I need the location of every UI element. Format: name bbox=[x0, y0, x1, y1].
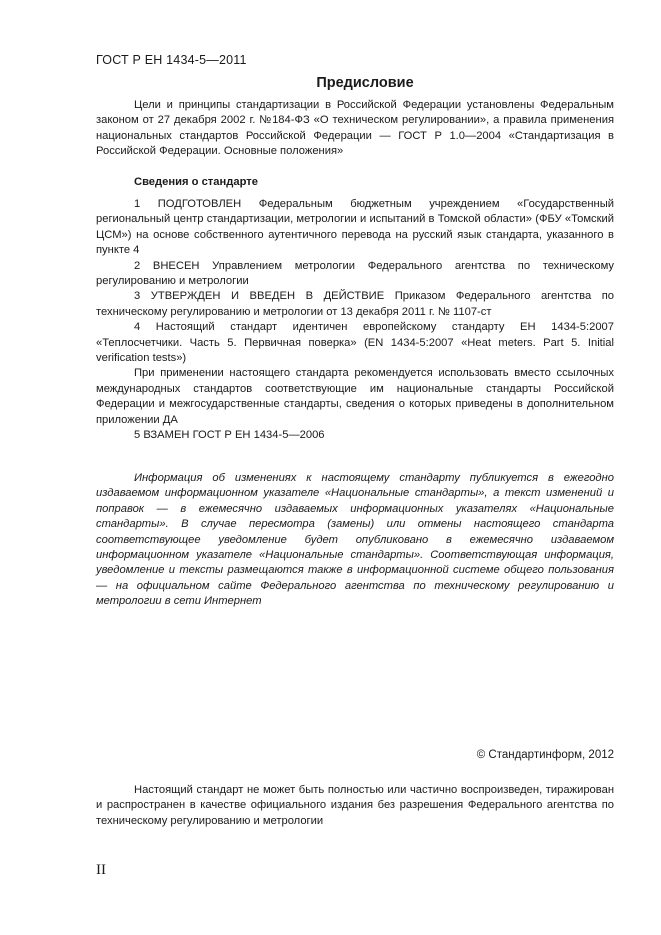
page-title: Предисловие bbox=[316, 75, 414, 91]
reproduction-paragraph: Настоящий стандарт не может быть полностью или частично воспроизведен, тиражирован и распространен в качестве официального издания без разрешения Федерального агентства по техническому регулированию и метрологии bbox=[96, 784, 614, 827]
info-item-3: 3 УТВЕРЖДЕН И ВВЕДЕН В ДЕЙСТВИЕ Приказом Федерального агентства по техническому регулированию и метрологии от 13 декабря 2011 г. № 1107-ст bbox=[96, 290, 614, 318]
standard-info-list bbox=[96, 197, 614, 444]
intro-paragraph: Цели и принципы стандартизации в Российской Федерации установлены Федеральным законом от 27 декабря 2002 г. №184-ФЗ «О техническом регулировании», а правила применения национальных стандартов Российской Федерации — ГОСТ Р 1.0—2004 «Стандартизация в Российской Федерации. Основные положения» bbox=[96, 99, 614, 158]
section-heading: Сведения о стандарте bbox=[134, 176, 258, 188]
intro-section bbox=[96, 98, 614, 160]
info-item-5: 5 ВЗАМЕН ГОСТ Р ЕН 1434-5—2006 bbox=[134, 429, 325, 442]
info-item-2: 2 ВНЕСЕН Управлением метрологии Федерального агентства по техническому регулированию и метрологии bbox=[96, 259, 614, 288]
reproduction-section bbox=[96, 783, 614, 829]
page-number: II bbox=[96, 862, 106, 878]
copyright-notice: © Стандартинформ, 2012 bbox=[476, 749, 614, 761]
info-item-4: 4 Настоящий стандарт идентичен европейскому стандарту ЕН 1434-5:2007 «Теплосчетчики. Часть 5. Первичная поверка» (EN 1434-5:2007 «Heat meters. Part 5. Initial verification tests») bbox=[96, 321, 614, 365]
info-item-4-note: При применении настоящего стандарта рекомендуется использовать вместо ссылочных международных стандартов соответствующие им национальные стандарты Российской Федерации и межгосударственные стандарты, сведения о которых приведены в дополнительном приложении ДА bbox=[96, 367, 614, 426]
notice-section bbox=[96, 471, 614, 610]
notice-paragraph: Информация об изменениях к настоящему стандарту публикуется в ежегодно издаваемом информационном указателе «Национальные стандарты», а текст изменений и поправок — в ежемесячно издаваемых информационных указателях «Национальные стандарты». В случае пересмотра (замены) или отмены настоящего стандарта соответствующее уведомление будет опубликовано в ежемесячно издаваемом информационном указателе «Национальные стандарты». Соответствующая информация, уведомление и тексты размещаются также в информационной системе общего пользования — на официальном сайте Федерального агентства по техническому регулированию и метрологии в сети Интернет bbox=[96, 472, 614, 608]
info-item-1: 1 ПОДГОТОВЛЕН Федеральным бюджетным учреждением «Государственный региональный центр стандартизации, метрологии и испытаний в Томской области» (ФБУ «Томский ЦСМ») на основе собственного аутентичного перевода на русский язык стандарта, указанного в пункте 4 bbox=[96, 198, 614, 257]
document-code: ГОСТ Р ЕН 1434-5—2011 bbox=[96, 53, 247, 67]
